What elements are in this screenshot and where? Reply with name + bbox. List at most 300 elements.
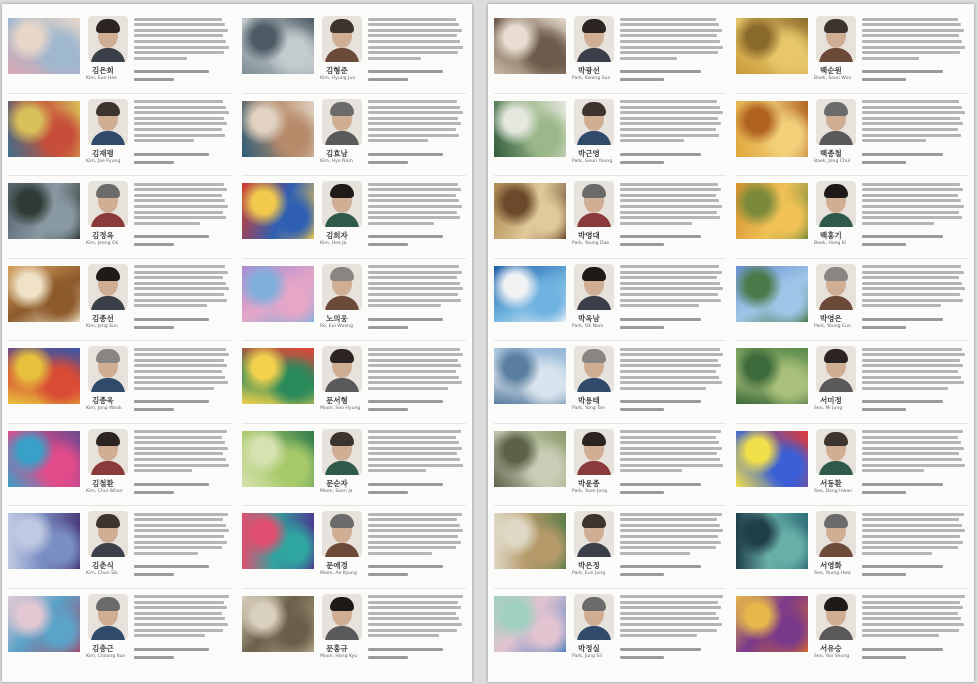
portrait-hair [330,184,354,198]
artist-biography [134,510,230,564]
address-text [368,565,443,568]
artist-biography [862,428,966,482]
entry-divider [8,505,232,506]
artist-name-english: Seo, Young Hwa [814,571,851,576]
artist-biography [368,98,464,152]
artist-name-korean: 김정옥 [92,231,114,240]
artist-portrait [322,264,362,310]
artist-portrait [88,346,128,392]
phone-text [862,161,906,164]
artist-biography [368,428,464,482]
bio-line [862,265,961,268]
artist-biography [620,98,724,152]
artist-name-korean: 김충근 [92,643,114,653]
artist-entry [8,260,232,340]
phone-text [368,408,408,411]
bio-line [134,529,229,532]
artist-entry [736,425,968,505]
artist-name-english: Kim, Jong Sun [86,323,118,329]
artist-name-english: Park, Yoon Jong [572,488,608,494]
artwork-image [736,183,808,239]
artist-name-english: Park, Geun Young [572,158,613,164]
artist-name-english: Kim, Hyo Nam [320,158,353,164]
address-text [368,400,443,403]
artist-name-english: Baek, Soon Won [814,76,852,81]
artist-name-english: Kim, Jong Wook [86,406,122,411]
phone-line [620,405,724,413]
bio-line [862,552,932,555]
artist-name-english: Moon, Seo Hyung [320,406,361,411]
artist-entry [736,590,968,670]
portrait-hair [582,597,606,611]
artist-portrait [88,594,128,640]
address-text [620,235,701,238]
artist-portrait [322,181,362,227]
bio-line [620,134,719,137]
artist-biography [620,15,724,69]
bio-line [368,134,459,137]
artist-biography [134,428,230,482]
artist-name-english: Park, Eun Jung [572,571,606,576]
entry-divider [8,258,232,259]
artist-name-korean: 문애경 [326,561,348,570]
artist-portrait [88,429,128,475]
artwork-image [8,513,80,569]
artist-portrait [322,429,362,475]
phone-text [620,243,664,246]
artist-biography [134,15,230,69]
bio-line [620,452,717,455]
phone-line [862,653,966,661]
artist-contact [862,70,966,84]
bio-line [862,216,962,219]
bio-line [368,541,461,544]
bio-line [620,623,722,626]
artist-biography [862,345,966,399]
bio-line [620,139,684,142]
artist-portrait [88,511,128,557]
bio-line [134,299,227,302]
address-text [862,153,943,156]
artist-biography [134,98,230,152]
bio-line [620,364,721,367]
artist-entry [8,590,232,670]
phone-text [134,161,174,164]
bio-line [368,222,434,225]
artist-name-korean: 김효남 [326,148,348,158]
bio-line [862,436,958,439]
bio-line [134,458,226,461]
bio-line [862,387,948,390]
bio-line [368,359,458,362]
artist-name-korean: 박용태 [578,396,600,405]
artist-biography [620,428,724,482]
bio-line [134,304,207,307]
artist-entry [494,12,726,92]
bio-line [862,134,961,137]
bio-line [862,51,960,54]
bio-line [620,18,716,21]
bio-line [368,436,456,439]
bio-line [620,359,718,362]
bio-line [862,546,958,549]
phone-line [368,570,464,578]
bio-line [862,364,963,367]
address-text [134,565,209,568]
artist-name-korean: 문순자 [326,478,348,488]
bio-line [134,46,229,49]
bio-line [620,222,692,225]
address-text [862,318,943,321]
bio-line [368,34,457,37]
bio-line [134,222,200,225]
phone-line [620,240,724,248]
portrait-body [577,296,611,310]
phone-line [862,323,966,331]
bio-line [134,617,225,620]
bio-line [620,552,690,555]
bio-line [620,353,723,356]
bio-line [134,139,194,142]
artist-name-english: Park, Kwang Sun [572,76,611,81]
bio-line [368,188,461,191]
portrait-hair [330,19,354,33]
artist-biography [862,510,966,564]
portrait-body [325,543,359,557]
artist-biography [862,180,966,234]
phone-text [862,78,906,81]
bio-line [368,57,421,60]
bio-line [368,304,441,307]
bio-line [862,458,962,461]
artist-name-korean: 김철환 [92,478,114,488]
entry-divider [494,505,726,506]
portrait-hair [96,102,120,116]
phone-text [862,656,906,659]
artwork-image [736,348,808,404]
artist-portrait [88,181,128,227]
artwork-image [8,101,80,157]
bio-line [862,524,962,527]
artist-portrait [322,16,362,62]
artist-contact [862,318,966,332]
artist-portrait [574,594,614,640]
portrait-body [91,296,125,310]
bio-line [862,183,960,186]
bio-line [368,376,459,379]
bio-line [368,265,459,268]
artist-portrait [574,181,614,227]
bio-line [368,139,428,142]
portrait-hair [824,349,848,363]
bio-line [620,601,718,604]
phone-line [134,488,230,496]
bio-line [134,441,225,444]
bio-line [862,106,962,109]
portrait-body [325,378,359,392]
artist-name-english: Park, Jung Sil [572,653,602,659]
artist-biography [134,263,230,317]
bio-line [368,529,463,532]
bio-line [620,276,717,279]
bio-line [620,634,697,637]
bio-line [368,276,457,279]
phone-line [620,158,724,166]
artist-name-korean: 박영대 [578,231,600,240]
entry-divider [8,423,232,424]
bio-line [862,348,962,351]
bio-line [134,122,227,125]
artist-name-korean: 김재평 [92,148,114,158]
bio-line [862,513,964,516]
artwork-image [494,431,566,487]
bio-line [620,111,723,114]
bio-line [862,535,960,538]
artist-entry [8,12,232,92]
artwork-image [494,101,566,157]
artist-name-korean: 박영은 [820,313,842,323]
entry-divider [494,588,726,589]
artist-name-english: Seo, Yoo Seung [814,653,850,659]
bio-line [620,183,718,186]
artist-entry [8,95,232,175]
bio-line [368,23,459,26]
bio-line [134,601,224,604]
artist-entry [242,425,466,505]
artist-entry [242,260,466,340]
artwork-image [494,348,566,404]
artwork-image [8,596,80,652]
bio-line [862,122,963,125]
bio-line [134,518,223,521]
bio-line [862,464,965,467]
artwork-image [494,18,566,74]
bio-line [134,535,224,538]
portrait-hair [582,432,606,446]
bio-line [368,18,456,21]
artist-name-korean: 백홍기 [820,231,842,240]
bio-line [620,128,716,131]
artist-name-korean: 박정실 [578,643,600,653]
artwork-image [736,431,808,487]
address-text [134,400,209,403]
artwork-image [736,18,808,74]
bio-line [862,606,963,609]
phone-text [134,656,174,659]
bio-line [368,216,460,219]
bio-line [862,629,959,632]
bio-line [134,111,229,114]
bio-line [620,524,720,527]
artist-contact [862,153,966,167]
bio-line [134,376,225,379]
portrait-hair [96,514,120,528]
artist-biography [368,180,464,234]
bio-line [862,18,958,21]
portrait-hair [824,514,848,528]
phone-line [862,570,966,578]
bio-line [620,211,717,214]
portrait-hair [582,184,606,198]
entry-divider [242,505,466,506]
bio-line [368,100,457,103]
bio-line [862,46,965,49]
artist-name-english: Kim, Hee Ja [320,241,347,246]
artist-name-korean: 김춘식 [92,561,114,570]
bio-line [368,111,463,114]
artist-name-english: Seo, Dong Hwan [814,488,853,494]
artist-name-english: Seo, Mi Jung [814,406,843,411]
phone-line [368,488,464,496]
artist-entry [242,342,466,422]
bio-line [620,464,723,467]
entry-divider [8,340,232,341]
artist-portrait [88,99,128,145]
artist-portrait [574,429,614,475]
phone-line [862,405,966,413]
artist-portrait [574,511,614,557]
bio-line [368,348,460,351]
bio-line [134,353,229,356]
bio-line [134,364,227,367]
bio-line [134,430,227,433]
artist-name-english: Baek, Jong Chul [814,158,851,164]
address-text [134,153,209,156]
artist-name-english: Kim, Choong Kun [86,653,126,659]
entry-divider [736,258,968,259]
artist-entry [8,177,232,257]
phone-line [368,323,464,331]
artist-name-korean: 노의웅 [326,313,348,323]
bio-line [368,612,456,615]
bio-line [862,276,959,279]
phone-line [134,653,230,661]
portrait-body [819,213,853,227]
artist-name-english: Kim, Jae Pyung [86,158,121,164]
phone-line [134,158,230,166]
bio-line [134,387,214,390]
bio-line [862,271,964,274]
artist-name-english: Moon, Hong Kyu [320,653,358,659]
bio-line [620,535,718,538]
artist-name-korean: 박광선 [578,66,600,75]
bio-line [134,595,229,598]
phone-text [134,573,174,576]
artist-portrait [574,346,614,392]
bio-line [620,436,716,439]
portrait-body [325,131,359,145]
artist-name-korean: 박윤종 [578,478,600,488]
bio-line [862,23,961,26]
bio-line [134,40,226,43]
phone-text [368,656,408,659]
bio-line [862,447,964,450]
phone-line [620,323,724,331]
entry-divider [736,175,968,176]
bio-line [134,546,222,549]
address-text [862,565,943,568]
address-text [620,70,701,73]
bio-line [134,348,226,351]
bio-line [620,513,722,516]
bio-line [134,106,226,109]
portrait-body [577,213,611,227]
phone-text [134,408,174,411]
artist-biography [368,593,464,647]
phone-line [368,158,464,166]
artist-name-english: Moon, Soon Ja [320,488,353,494]
bio-line [368,287,463,290]
bio-line [134,23,225,26]
bio-line [620,205,722,208]
address-text [368,318,443,321]
artist-entry [494,177,726,257]
artist-name-english: Park, Young Dae [572,241,610,246]
bio-line [620,606,721,609]
portrait-hair [824,597,848,611]
artist-contact [620,153,724,167]
artist-name-korean: 김형준 [326,66,348,75]
artwork-image [242,431,314,487]
portrait-body [325,461,359,475]
portrait-hair [330,514,354,528]
bio-line [862,111,965,114]
artist-portrait [816,511,856,557]
entry-divider [736,340,968,341]
artist-name-english: Park, Ok Nam [572,323,604,329]
entry-divider [494,340,726,341]
artist-biography [134,593,230,647]
bio-line [134,370,222,373]
phone-line [862,75,966,83]
artist-entry [736,95,968,175]
artist-name-english: Moon, Ae Kyung [320,571,357,576]
bio-line [134,469,192,472]
bio-line [368,513,462,516]
phone-text [620,573,664,576]
artist-biography [862,15,966,69]
phone-text [862,573,906,576]
bio-line [620,595,723,598]
artwork-image [736,513,808,569]
bio-line [620,23,719,26]
bio-line [368,617,459,620]
artist-portrait [816,594,856,640]
artist-contact [368,153,464,167]
portrait-body [819,626,853,640]
phone-text [862,326,906,329]
bio-line [620,46,723,49]
portrait-body [91,213,125,227]
bio-line [134,464,229,467]
artist-portrait [816,181,856,227]
bio-line [620,29,722,32]
portrait-hair [96,432,120,446]
bio-line [620,376,719,379]
bio-line [862,34,959,37]
artist-name-korean: 박근영 [578,148,600,158]
phone-line [134,405,230,413]
bio-line [862,100,959,103]
artist-contact [134,153,230,167]
bio-line [368,606,461,609]
phone-text [862,491,906,494]
artist-portrait [322,594,362,640]
artist-entry [242,590,466,670]
portrait-body [819,131,853,145]
artist-contact [134,400,230,414]
bio-line [368,381,462,384]
